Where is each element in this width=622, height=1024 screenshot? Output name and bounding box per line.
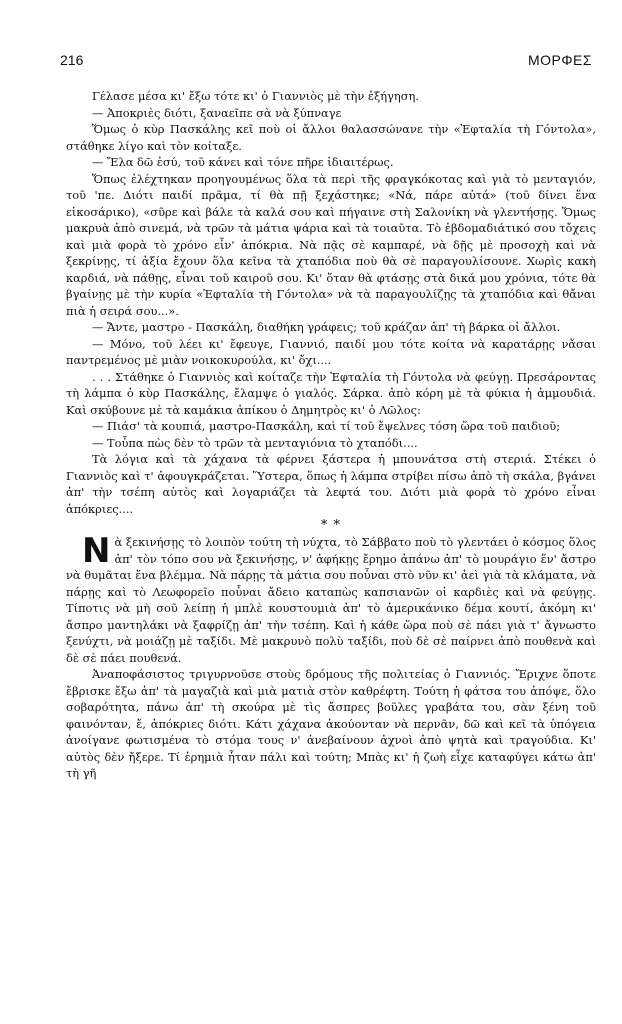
paragraph-will-testament: — Ἄντε, μαστρο - Πασκάλη, διαθήκη γράφεις; τοῦ κράζαν ἀπ' τὴ βάρκα οἱ ἄλλοι.: [92, 320, 561, 334]
paragraph-wandering: Ἀναποφάσιστος τριγυρνοῦσε στοὺς δρόμους τῆς πολιτείας ὁ Γιαννιός. Ἔριχνε ὅποτε ἔβρισκε ἔξω ἀπ' τὰ μαγαζιὰ καὶ μιὰ ματιὰ στὸν καθρέφτη. Τούτη ἡ φάτσα του ἀπόψε, ὅλο σοβαρότητα, πάνω ἀπ' τὴ σκούρα μὲ τὶς ἄσπρες βοῦλες γραβάτα του, σὰν ξένη τοῦ φαινόνταν, ἔ, ἀπόκριες διότι. Κάτι χάχανα ἀκούονταν νὰ περνᾶν, δῶ καὶ κεῖ τὰ ὑπόγεια ἀνοίγανε φωτισμένα τὸ στόμα τους ν' ἀνεβαίνουν ἀχνοὶ ἀπὸ ψητὰ καὶ τραγούδια. Κι' αὐτὸς δὲν ἤξερε. Τί ἐρημιὰ ἦταν πάλι καὶ τούτη; Μπὰς κι' ἡ ζωὴ εἶχε καταφύγει κάτω ἀπ' τὴ γῆ: [66, 667, 596, 780]
running-title: ΜΟΡΦΕΣ: [527, 52, 592, 68]
body-text: [66, 88, 596, 782]
paragraph-take-oars: — Πιάσ' τὰ κουπιά, μαστρο-Πασκάλη, καὶ τί τοῦ ἔψελνες τόση ὥρα τοῦ παιδιοῦ;: [92, 419, 561, 433]
paragraph-carnival: — Ἀποκριὲς διότι, ξαναεῖπε σὰ νὰ ξύπναγε: [92, 105, 342, 120]
page-number: 216: [60, 52, 84, 68]
paragraph-octopus: — Τοὖπα πὼς δὲν τὸ τρῶν τὰ μενταγιόνια τὸ χταπόδι....: [92, 435, 418, 450]
paragraph-paskalis-stood: Ὅμως ὁ κὺρ Πασκάλης κεῖ ποὺ οἱ ἄλλοι θαλασσώνανε τὴν «Ἐφταλία τὴ Γόντολα», στάθηκε λίγο καὶ τὸν κοίταξε.: [66, 122, 596, 153]
paragraph-words-laughter: Τὰ λόγια καὶ τὰ χάχανα τὰ φέρνει ξάστερα ἡ μπουνάτσα στὴ στεριά. Στέκει ὁ Γιαννιὸς καὶ τ' ἀφουγκράζεται. Ὕστερα, ὅπως ἡ λάμπα στρίβει πίσω ἀπὸ τὴ σκάλα, βγάνει ἀπ' τὴν τσέπη αὐτὸς καὶ λογαριάζει τὰ λεφτά του. Διότι μιὰ φορὰ τὸ χρόνο εἶναι ἀπόκριες....: [66, 452, 596, 516]
drop-cap-paragraph-text: ὰ ξεκινήσῃς τὸ λοιπὸν τούτη τὴ νύχτα, τὸ Σάββατο ποὺ τὸ γλεντάει ὁ κόσμος ὅλος ἀπ' τὸν τόπο σου νὰ ξεκινήσῃς, ν' ἀφήκῃς ἔρημο ἀπάνω ἀπ' τὸ μουράγιο ἕν' ἄστρο νὰ θυμᾶται ἕνα βλέμμα. Νὰ πάρῃς τὰ μάτια σου ποὖναι στὸ νῦν κι' ἀεὶ γιὰ τὰ κλάματα, νὰ πάρῃς καὶ τὸ Λεωφορεῖο ποὖναι ἄδειο καταπὼς καπσιανῶν οἱ καρδιὲς καὶ νὰ φεύγῃς. Τίποτις νὰ μὴ σοῦ λείπῃ ἡ μπλὲ κουστουμιὰ ἀπ' τὸ ἀμερικάνικο δέμα κουτί, ἀκόμη κι' ἄσπρο μαντηλάκι νὰ ξαφρίζῃ ἀπ' τὴν τσέπη. Καὶ ἡ κάθε ὥρα ποὺ σὲ πάει γιὰ τ' ἄγνωστο ξενύχτι, νὰ μοιάζῃ μὲ ταξίδι. Μὲ μακρυνὸ πολὺ ταξίδι, ποὺ δὲ σὲ παίρνει ἀπὸ πουθενὰ καὶ δὲ σὲ πάει πουθενά.: [66, 535, 596, 665]
page-header: [60, 52, 592, 76]
paragraph-come-here: — Ἔλα δῶ ἐσύ, τοῦ κάνει καὶ τόνε πῆρε ἰδιαιτέρως.: [92, 155, 394, 169]
paragraph-only-tells: — Μόνο, τοῦ λέει κι' ἔφευγε, Γιαννιό, παιδί μου τότε κοίτα νὰ καρατάρῃς νἄσαι παντρεμένος μὲ μιὰν νοικοκυρούλα, κι' ὄχι....: [66, 336, 596, 367]
paragraph-advice: Ὅπως ἐλέχτηκαν προηγουμένως ὅλα τὰ περὶ τῆς φραγκόκοτας καὶ γιὰ τὸ μενταγιόν, τοῦ 'πε. Διότι παιδί πρᾶμα, τί θὰ πῇ ξεχάστηκε; «Νά, πάρε αὐτά» (τοῦ δίνει ἕνα εἰκοσάρικο), «σῦρε καὶ βάλε τὰ καλά σου καὶ πήγαινε στὴ Σαλονίκη νὰ γλεντήσῃς. Ὅμως μακρυὰ ἀπὸ σινεμά, νὰ τρῶν τὰ μάτια ψάρια καὶ τὰ τοιαῦτα. Τὸ ἑβδομαδιάτικό σου τὄχεις καὶ μιὰ φορὰ τὸ χρόνο εἶν' ἀπόκρια. Νὰ πᾷς σὲ καμπαρέ, νὰ δῇς μὲ προσοχὴ καὶ νὰ ξεκρίνῃς, τί ἀξία ἔχουν ὅλα κεῖνα τὰ χταπόδια ποὺ θὰ σὲ παραγουλίσουνε. Χωρὶς κακὴ καρδιά, νὰ πάθῃς, εἶναι τοῦ καιροῦ σου. Κι' ὅταν θὰ φτάσῃς στὰ δικά μου χρόνια, τότε θὰ βγαίνῃς μὲ τὴν κυρία «Ἐφταλία τὴ Γόντολα» νὰ τὰ παραγουλίζῃς τὰ χταπόδια καὶ θἄναι πιὰ ἡ σειρά σου...».: [66, 171, 596, 318]
section-separator: * *: [320, 518, 342, 533]
drop-cap-letter: Ν: [82, 531, 111, 571]
paragraph-set-out: [66, 531, 596, 666]
paragraph-laughed: Γέλασε μέσα κι' ἔξω τότε κι' ὁ Γιαννιὸς μὲ τὴν ἐξήγηση.: [92, 89, 419, 103]
paragraph-stood-watching: . . . Στάθηκε ὁ Γιαννιὸς καὶ κοίταζε τὴν Ἐφταλία τὴ Γόντολα νὰ φεύγῃ. Πρεσάροντας τὴ λάμπα ὁ κὺρ Πασκάλης, ἔλαμψε ὁ γιαλός. Σάρκα. ἀπὸ κόρη μὲ τὰ φύκια ἡ ἀμμουδιά. Καὶ σκύβουνε μὲ τὰ καμάκια ἀπίκου ὁ Δημητρὸς κι' ὁ Λῶλος:: [66, 369, 596, 417]
